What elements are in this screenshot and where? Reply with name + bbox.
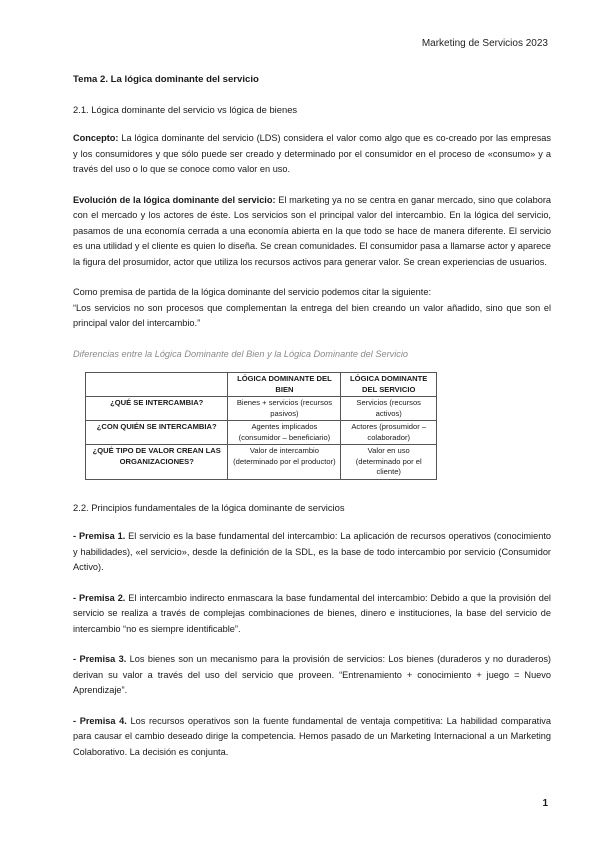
comparison-table (85, 372, 437, 480)
table-row (86, 421, 437, 445)
table-cell-bien: Valor de intercambio (determinado por el productor) (228, 445, 341, 480)
premisa-text: Los recursos operativos son la fuente fundamental de ventaja competitiva: La habilidad comparativa para causar el cambio deseado dirige la competencia. Hemos pasado de un Marketing Internacional a un Marketing Colaborativo. La decisión es conjunta. (73, 715, 551, 757)
page-header: Marketing de Servicios 2023 (421, 38, 548, 49)
premisa-3-paragraph (73, 652, 551, 699)
table-row-question: ¿CON QUIÉN SE INTERCAMBIA? (86, 421, 228, 445)
premise-quote: “Los servicios no son procesos que complementan la entrega del bien creando un valor añadido, sino que son el principal valor del intercambio.” (73, 302, 551, 328)
page-number: 1 (542, 798, 548, 809)
table-header-servicio: LÓGICA DOMINANTE DEL SERVICIO (341, 373, 437, 397)
premisa-text: El servicio es la base fundamental del intercambio: La aplicación de recursos operativos (conocimiento y habilidades), «el servicio», desde la definición de la SDL, es la base de todo intercambio por servicio (Consumidor Activo). (73, 531, 551, 572)
section-heading-2-1: 2.1. Lógica dominante del servicio vs lógica de bienes (73, 103, 298, 115)
table-cell-bien: Agentes implicados (consumidor – beneficiario) (228, 421, 341, 445)
table-caption: Diferencias entre la Lógica Dominante del Bien y la Lógica Dominante del Servicio (73, 348, 409, 359)
evolution-label: Evolución de la lógica dominante del servicio: (73, 194, 276, 205)
premisa-1-paragraph (73, 529, 551, 576)
evolution-paragraph (73, 193, 551, 271)
table-cell-servicio: Servicios (recursos activos) (341, 397, 437, 421)
table-header-blank (86, 373, 228, 397)
premisa-text: El intercambio indirecto enmascara la base fundamental del intercambio: Debido a que la provisión del servicio se realiza a través de complejas combinaciones de bienes, dinero e instituciones, la base del servicio de intercambio “no es siempre identificable”. (73, 592, 551, 634)
table-cell-bien: Bienes + servicios (recursos pasivos) (228, 397, 341, 421)
table-row (86, 397, 437, 421)
table-row-question: ¿QUÉ SE INTERCAMBIA? (86, 397, 228, 421)
table-header-bien: LÓGICA DOMINANTE DEL BIEN (228, 373, 341, 397)
table-row (86, 445, 437, 480)
premisa-label: - Premisa 2. (73, 592, 126, 603)
premise-intro: Como premisa de partida de la lógica dominante del servicio podemos citar la siguiente: (73, 287, 431, 297)
premisa-4-paragraph (73, 714, 551, 761)
section-heading-2-2: 2.2. Principios fundamentales de la lógica dominante de servicios (73, 501, 345, 513)
premisa-2-paragraph (73, 591, 551, 638)
premisa-label: - Premisa 4. (73, 715, 127, 726)
table-header-row (86, 373, 437, 397)
premisa-text: Los bienes son un mecanismo para la provisión de servicios: Los bienes (duraderos y no duraderos) derivan su valor a través del uso del servicio que proveen. “Entrenamiento + conocimiento + juego = Nuevo Aprendizaje”. (73, 654, 551, 695)
premisa-label: - Premisa 1. (73, 531, 126, 541)
concept-text: La lógica dominante del servicio (LDS) considera el valor como algo que es co-creado por las empresas y los consumidores y que sólo puede ser creado y determinado por el consumidor en el proceso de «consumo» y a través del uso o lo que se conoce como valor en uso. (73, 133, 551, 174)
premisa-label: - Premisa 3. (73, 654, 127, 664)
topic-title: Tema 2. La lógica dominante del servicio (73, 74, 259, 85)
document-body (73, 72, 551, 775)
table-row-question: ¿QUÉ TIPO DE VALOR CREAN LAS ORGANIZACIONES? (86, 445, 228, 480)
concept-paragraph (73, 131, 551, 178)
evolution-text: El marketing ya no se centra en ganar mercado, sino que colabora con el mercado y los actores de éste. Los servicios son el principal valor del intercambio. En la lógica del servicio, pasamos de una economía cerrada a una economía abierta en la que todo se hace de manera diferente. El servicio es una utilidad y el cliente es quien lo diseña. Se crean comunidades. El consumidor pasa a llamarse actor y aparece la figura del prosumidor, actor que utiliza los recursos activos para generar valor. Se crean experiencias de usuarios. (73, 194, 551, 267)
table-cell-servicio: Valor en uso (determinado por el cliente) (341, 445, 437, 480)
concept-label: Concepto: (73, 133, 119, 143)
table-cell-servicio: Actores (prosumidor – colaborador) (341, 421, 437, 445)
